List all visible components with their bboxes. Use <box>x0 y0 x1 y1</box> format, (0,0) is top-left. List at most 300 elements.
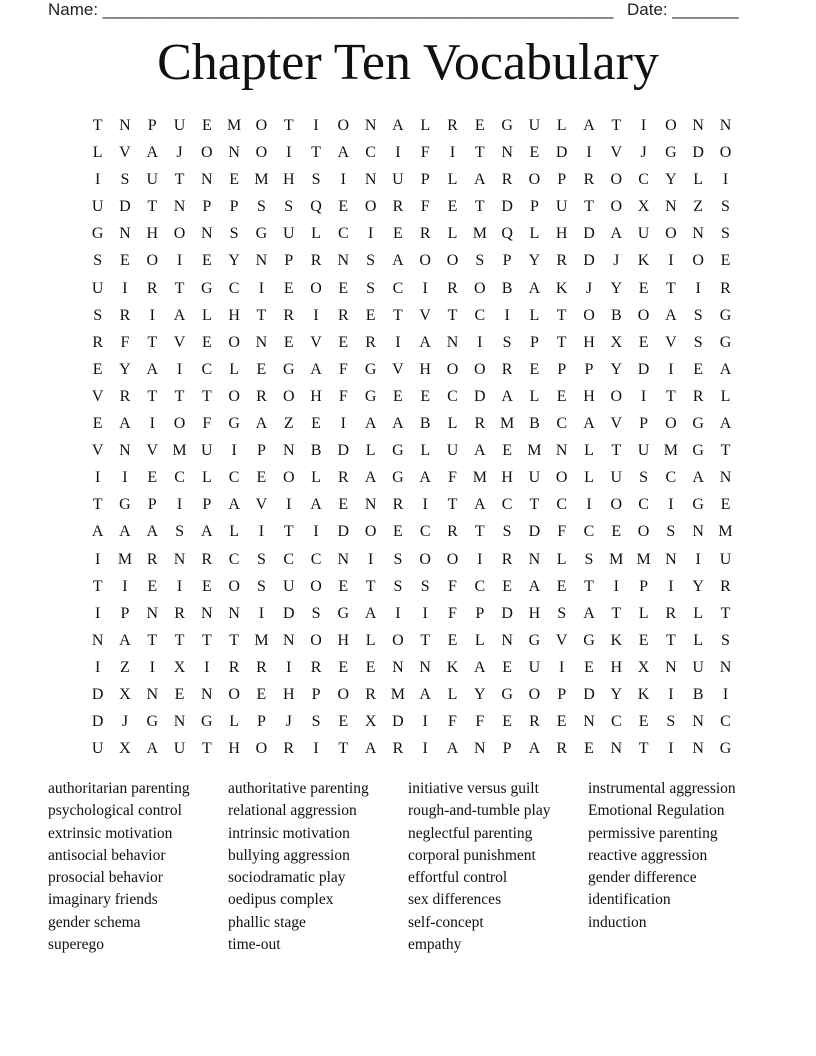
grid-letter: T <box>393 306 403 324</box>
grid-letter: B <box>610 306 622 324</box>
grid-letter: L <box>720 387 731 405</box>
grid-letter: P <box>311 685 321 703</box>
grid-letter: U <box>91 198 104 216</box>
grid-letter: I <box>422 604 428 622</box>
page-title: Chapter Ten Vocabulary <box>157 34 659 91</box>
grid-letter: V <box>91 442 104 460</box>
grid-letter: C <box>638 171 649 189</box>
grid-letter: R <box>501 171 513 189</box>
grid-letter: N <box>692 713 704 731</box>
grid-letter: N <box>282 631 295 649</box>
grid-letter: H <box>228 740 240 758</box>
grid-letter: O <box>637 306 650 324</box>
word-bank-item: corporal punishment <box>408 846 536 864</box>
grid-letter: L <box>584 442 594 460</box>
grid-letter: C <box>201 360 213 378</box>
grid-letter: E <box>338 279 349 297</box>
grid-letter: C <box>228 279 240 297</box>
grid-letter: H <box>583 333 595 351</box>
grid-letter: S <box>502 523 512 541</box>
word-bank-item: superego <box>48 936 104 954</box>
grid-letter: I <box>286 496 292 514</box>
grid-letter: P <box>557 360 567 378</box>
grid-letter: O <box>665 225 677 243</box>
grid-letter: R <box>392 198 404 216</box>
grid-letter: R <box>337 306 349 324</box>
grid-letter: S <box>693 333 703 351</box>
grid-letter: H <box>337 631 350 649</box>
grid-letter: A <box>173 306 186 324</box>
grid-letter: N <box>446 333 459 351</box>
grid-letter: P <box>147 496 157 514</box>
word-bank-item: permissive parenting <box>588 824 718 842</box>
grid-letter: E <box>447 631 458 649</box>
grid-letter: N <box>665 658 677 676</box>
grid-letter: E <box>283 333 294 351</box>
grid-letter: M <box>499 415 515 433</box>
grid-letter: R <box>447 523 458 541</box>
grid-letter: C <box>365 144 376 162</box>
grid-letter: S <box>366 279 376 297</box>
grid-letter: E <box>393 225 403 243</box>
grid-letter: S <box>721 225 730 243</box>
grid-letter: R <box>474 415 486 433</box>
grid-letter: G <box>392 442 404 460</box>
grid-letter: A <box>119 415 131 433</box>
grid-letter: T <box>201 387 212 405</box>
grid-letter: C <box>337 225 349 243</box>
word-bank-item: imaginary friends <box>48 891 158 909</box>
grid-letter: T <box>365 577 376 595</box>
grid-letter: E <box>502 442 512 460</box>
grid-letter: N <box>201 685 213 703</box>
grid-letter: I <box>586 496 592 514</box>
grid-letter: E <box>229 171 240 189</box>
grid-letter: Y <box>610 279 623 297</box>
grid-letter: R <box>447 117 458 134</box>
grid-letter: T <box>256 306 267 324</box>
grid-letter: A <box>337 144 350 162</box>
grid-letter: N <box>555 442 568 460</box>
grid-letter: T <box>474 523 485 541</box>
grid-letter: E <box>638 713 649 731</box>
grid-letter: I <box>422 713 428 731</box>
grid-letter: S <box>93 306 103 324</box>
grid-letter: G <box>692 496 704 514</box>
grid-letter: T <box>147 198 158 216</box>
grid-letter: U <box>146 171 159 189</box>
grid-letter: T <box>556 306 567 324</box>
grid-letter: I <box>94 550 101 568</box>
grid-letter: T <box>665 279 676 297</box>
grid-letter: E <box>556 387 567 405</box>
grid-letter: A <box>528 279 541 297</box>
word-bank-item: antisocial behavior <box>48 846 166 864</box>
grid-letter: E <box>393 523 403 541</box>
grid-letter: U <box>528 469 541 487</box>
grid-letter: P <box>202 198 212 216</box>
grid-letter: I <box>668 577 674 595</box>
grid-letter: E <box>338 577 349 595</box>
grid-letter: H <box>146 225 159 243</box>
grid-letter: O <box>337 685 350 703</box>
grid-letter: D <box>91 685 104 703</box>
grid-letter: T <box>447 306 458 324</box>
grid-letter: P <box>529 333 539 351</box>
grid-letter: I <box>313 117 319 134</box>
grid-letter: D <box>282 604 295 622</box>
grid-letter: G <box>337 604 350 622</box>
grid-letter: S <box>229 225 239 243</box>
grid-letter: U <box>555 198 568 216</box>
grid-letter: I <box>313 740 319 758</box>
grid-letter: V <box>392 360 404 378</box>
grid-letter: R <box>337 469 349 487</box>
grid-letter: E <box>120 252 130 270</box>
grid-letter: E <box>502 658 512 676</box>
grid-letter: H <box>419 360 431 378</box>
grid-letter: F <box>202 415 212 433</box>
word-bank-item: prosocial behavior <box>48 869 163 887</box>
word-bank-item: rough-and-tumble play <box>408 802 551 820</box>
grid-letter: M <box>636 550 651 568</box>
grid-letter: S <box>93 252 103 270</box>
grid-letter: R <box>529 713 540 731</box>
grid-letter: P <box>529 198 539 216</box>
grid-letter: R <box>556 740 568 758</box>
grid-letter: E <box>256 685 267 703</box>
grid-letter: M <box>527 442 542 460</box>
grid-letter: N <box>501 144 513 162</box>
grid-letter: I <box>286 658 292 676</box>
grid-letter: E <box>201 252 212 270</box>
grid-letter: R <box>256 658 267 676</box>
grid-letter: T <box>529 496 540 514</box>
grid-letter: D <box>583 225 595 243</box>
grid-letter: B <box>419 415 431 433</box>
grid-letter: C <box>610 713 622 731</box>
grid-letter: S <box>721 198 730 216</box>
grid-letter: A <box>310 496 322 514</box>
grid-letter: G <box>501 685 513 703</box>
grid-letter: G <box>364 360 377 378</box>
grid-letter: E <box>256 360 267 378</box>
grid-letter: F <box>475 713 485 731</box>
grid-letter: I <box>422 279 428 297</box>
grid-letter: N <box>692 523 704 541</box>
grid-letter: G <box>392 469 404 487</box>
grid-letter: O <box>310 631 322 649</box>
grid-letter: G <box>364 387 377 405</box>
grid-letter: N <box>364 171 377 189</box>
grid-letter: O <box>610 198 623 216</box>
grid-letter: U <box>637 225 650 243</box>
grid-letter: P <box>557 171 567 189</box>
grid-letter: O <box>392 631 404 649</box>
grid-letter: P <box>475 604 485 622</box>
grid-letter: N <box>119 442 131 460</box>
grid-letter: I <box>94 171 101 189</box>
grid-letter: L <box>420 442 431 460</box>
grid-letter: S <box>120 171 130 189</box>
grid-letter: I <box>586 144 592 162</box>
grid-letter: R <box>283 306 295 324</box>
grid-letter: T <box>584 198 594 216</box>
grid-letter: A <box>310 360 322 378</box>
grid-letter: E <box>638 333 649 351</box>
grid-letter: R <box>228 658 240 676</box>
grid-letter: O <box>474 279 486 297</box>
grid-letter: A <box>528 740 541 758</box>
grid-letter: E <box>147 469 158 487</box>
grid-letter: J <box>640 144 647 162</box>
grid-letter: A <box>474 171 486 189</box>
word-bank-item: authoritative parenting <box>228 780 369 797</box>
grid-letter: I <box>122 469 128 487</box>
grid-letter: A <box>719 415 732 433</box>
grid-letter: Z <box>693 198 704 216</box>
grid-letter: S <box>639 469 649 487</box>
grid-letter: L <box>474 631 485 649</box>
grid-letter: I <box>258 604 265 622</box>
grid-letter: T <box>338 740 349 758</box>
grid-letter: N <box>119 117 131 134</box>
grid-letter: T <box>201 740 212 758</box>
grid-letter: A <box>364 415 377 433</box>
grid-letter: N <box>719 117 732 134</box>
grid-letter: R <box>119 306 131 324</box>
grid-letter: J <box>613 252 620 270</box>
grid-letter: C <box>174 469 185 487</box>
grid-letter: G <box>119 496 131 514</box>
grid-letter: T <box>447 496 458 514</box>
grid-letter: S <box>284 198 294 216</box>
grid-letter: L <box>201 469 212 487</box>
grid-letter: I <box>176 360 183 378</box>
grid-letter: L <box>229 360 240 378</box>
grid-letter: L <box>638 604 649 622</box>
grid-letter: N <box>392 658 404 676</box>
grid-letter: U <box>282 577 295 595</box>
word-bank-item: Emotional Regulation <box>588 802 725 820</box>
grid-letter: E <box>201 333 212 351</box>
grid-letter: O <box>146 252 159 270</box>
grid-letter: U <box>91 740 104 758</box>
grid-letter: P <box>639 577 649 595</box>
grid-letter: L <box>229 523 240 541</box>
word-bank <box>48 778 768 956</box>
word-bank-item: intrinsic motivation <box>228 824 350 842</box>
grid-letter: H <box>555 225 568 243</box>
grid-letter: A <box>610 225 623 243</box>
grid-letter: I <box>422 740 428 758</box>
grid-letter: I <box>695 550 701 568</box>
grid-letter: A <box>364 469 377 487</box>
grid-letter: A <box>446 740 459 758</box>
grid-letter: N <box>255 252 268 270</box>
grid-letter: O <box>692 252 704 270</box>
grid-letter: O <box>282 469 295 487</box>
grid-letter: C <box>310 550 322 568</box>
grid-letter: T <box>665 387 676 405</box>
grid-letter: I <box>286 144 292 162</box>
grid-letter: N <box>119 225 131 243</box>
grid-letter: L <box>693 604 704 622</box>
grid-letter: S <box>175 523 184 541</box>
grid-letter: E <box>502 713 512 731</box>
grid-letter: Y <box>119 360 131 378</box>
grid-letter: U <box>692 658 704 676</box>
grid-letter: O <box>719 144 732 162</box>
grid-letter: R <box>174 604 185 622</box>
grid-letter: O <box>310 577 322 595</box>
grid-letter: S <box>393 577 403 595</box>
grid-letter: E <box>147 577 158 595</box>
grid-letter: X <box>364 713 377 731</box>
word-bank-item: oedipus complex <box>228 891 334 909</box>
grid-letter: F <box>448 577 457 595</box>
grid-letter: G <box>692 442 704 460</box>
grid-letter: T <box>147 631 158 649</box>
grid-letter: D <box>501 604 513 622</box>
grid-letter: A <box>146 360 159 378</box>
grid-letter: A <box>364 740 377 758</box>
grid-letter: R <box>256 387 267 405</box>
grid-letter: N <box>419 658 431 676</box>
grid-letter: I <box>395 333 401 351</box>
word-bank-item: empathy <box>408 936 462 954</box>
grid-letter: E <box>447 198 458 216</box>
grid-letter: E <box>393 387 403 405</box>
grid-letter: A <box>419 333 431 351</box>
grid-letter: O <box>610 496 623 514</box>
grid-letter: E <box>529 144 540 162</box>
grid-letter: T <box>638 740 649 758</box>
grid-letter: I <box>149 306 155 324</box>
grid-letter: Y <box>665 171 677 189</box>
grid-letter: D <box>583 685 595 703</box>
grid-letter: I <box>640 387 647 405</box>
grid-letter: C <box>419 523 431 541</box>
grid-letter: O <box>255 144 268 162</box>
grid-letter: R <box>392 496 404 514</box>
grid-letter: I <box>422 496 428 514</box>
grid-letter: R <box>720 279 731 297</box>
grid-letter: I <box>395 144 401 162</box>
grid-letter: R <box>310 658 322 676</box>
grid-letter: N <box>501 631 513 649</box>
grid-letter: S <box>666 523 676 541</box>
grid-letter: A <box>364 604 377 622</box>
grid-letter: O <box>528 685 541 703</box>
grid-letter: N <box>173 550 186 568</box>
grid-letter: S <box>693 306 703 324</box>
grid-letter: R <box>720 577 731 595</box>
grid-letter: V <box>91 387 104 405</box>
grid-letter: R <box>665 604 677 622</box>
grid-letter: U <box>282 225 295 243</box>
grid-letter: K <box>446 658 459 676</box>
grid-letter: Y <box>474 685 486 703</box>
grid-letter: O <box>255 117 268 134</box>
grid-letter: C <box>556 496 568 514</box>
grid-letter: L <box>447 685 458 703</box>
grid-letter: A <box>91 523 104 541</box>
grid-letter: O <box>228 387 240 405</box>
grid-letter: L <box>201 306 212 324</box>
grid-letter: F <box>448 604 457 622</box>
grid-letter: D <box>337 523 350 541</box>
grid-letter: C <box>447 387 458 405</box>
grid-letter: I <box>231 442 237 460</box>
grid-letter: U <box>392 171 404 189</box>
grid-letter: I <box>640 117 647 134</box>
grid-letter: R <box>583 171 595 189</box>
grid-letter: E <box>338 713 349 731</box>
grid-letter: E <box>92 360 103 378</box>
date-field-label: Date: _______ <box>627 0 739 19</box>
grid-letter: P <box>557 685 567 703</box>
grid-letter: U <box>637 442 650 460</box>
grid-letter: V <box>255 496 268 514</box>
grid-letter: I <box>340 171 346 189</box>
grid-letter: D <box>637 360 650 378</box>
grid-letter: G <box>719 306 732 324</box>
grid-letter: T <box>92 117 103 134</box>
grid-letter: O <box>610 387 623 405</box>
grid-letter: M <box>609 550 624 568</box>
grid-letter: H <box>282 171 295 189</box>
grid-letter: S <box>666 713 676 731</box>
grid-letter: C <box>474 577 486 595</box>
grid-letter: G <box>665 144 677 162</box>
word-bank-item: gender schema <box>48 913 141 931</box>
grid-letter: D <box>555 144 568 162</box>
grid-letter: A <box>228 496 240 514</box>
grid-letter: F <box>338 360 348 378</box>
grid-letter: U <box>719 550 732 568</box>
grid-letter: E <box>720 496 731 514</box>
grid-letter: R <box>283 740 295 758</box>
grid-letter: I <box>204 658 210 676</box>
grid-letter: A <box>146 144 159 162</box>
grid-letter: A <box>583 415 595 433</box>
grid-letter: S <box>256 577 266 595</box>
grid-letter: S <box>721 631 730 649</box>
grid-letter: X <box>637 658 650 676</box>
grid-letter: A <box>583 117 595 134</box>
word-bank-item: time-out <box>228 936 281 954</box>
grid-letter: M <box>172 442 187 460</box>
grid-letter: O <box>610 171 623 189</box>
grid-letter: A <box>392 252 404 270</box>
grid-letter: O <box>419 252 431 270</box>
grid-letter: O <box>364 523 377 541</box>
grid-letter: G <box>719 333 732 351</box>
grid-letter: A <box>392 415 404 433</box>
grid-letter: A <box>501 387 513 405</box>
grid-letter: U <box>610 469 623 487</box>
grid-letter: N <box>201 225 213 243</box>
grid-letter: T <box>147 333 158 351</box>
grid-letter: S <box>475 252 485 270</box>
grid-letter: B <box>310 442 322 460</box>
grid-letter: I <box>367 550 374 568</box>
grid-letter: Z <box>283 415 294 433</box>
word-bank-item: psychological control <box>48 802 182 820</box>
grid-letter: T <box>92 577 103 595</box>
grid-letter: I <box>122 577 128 595</box>
